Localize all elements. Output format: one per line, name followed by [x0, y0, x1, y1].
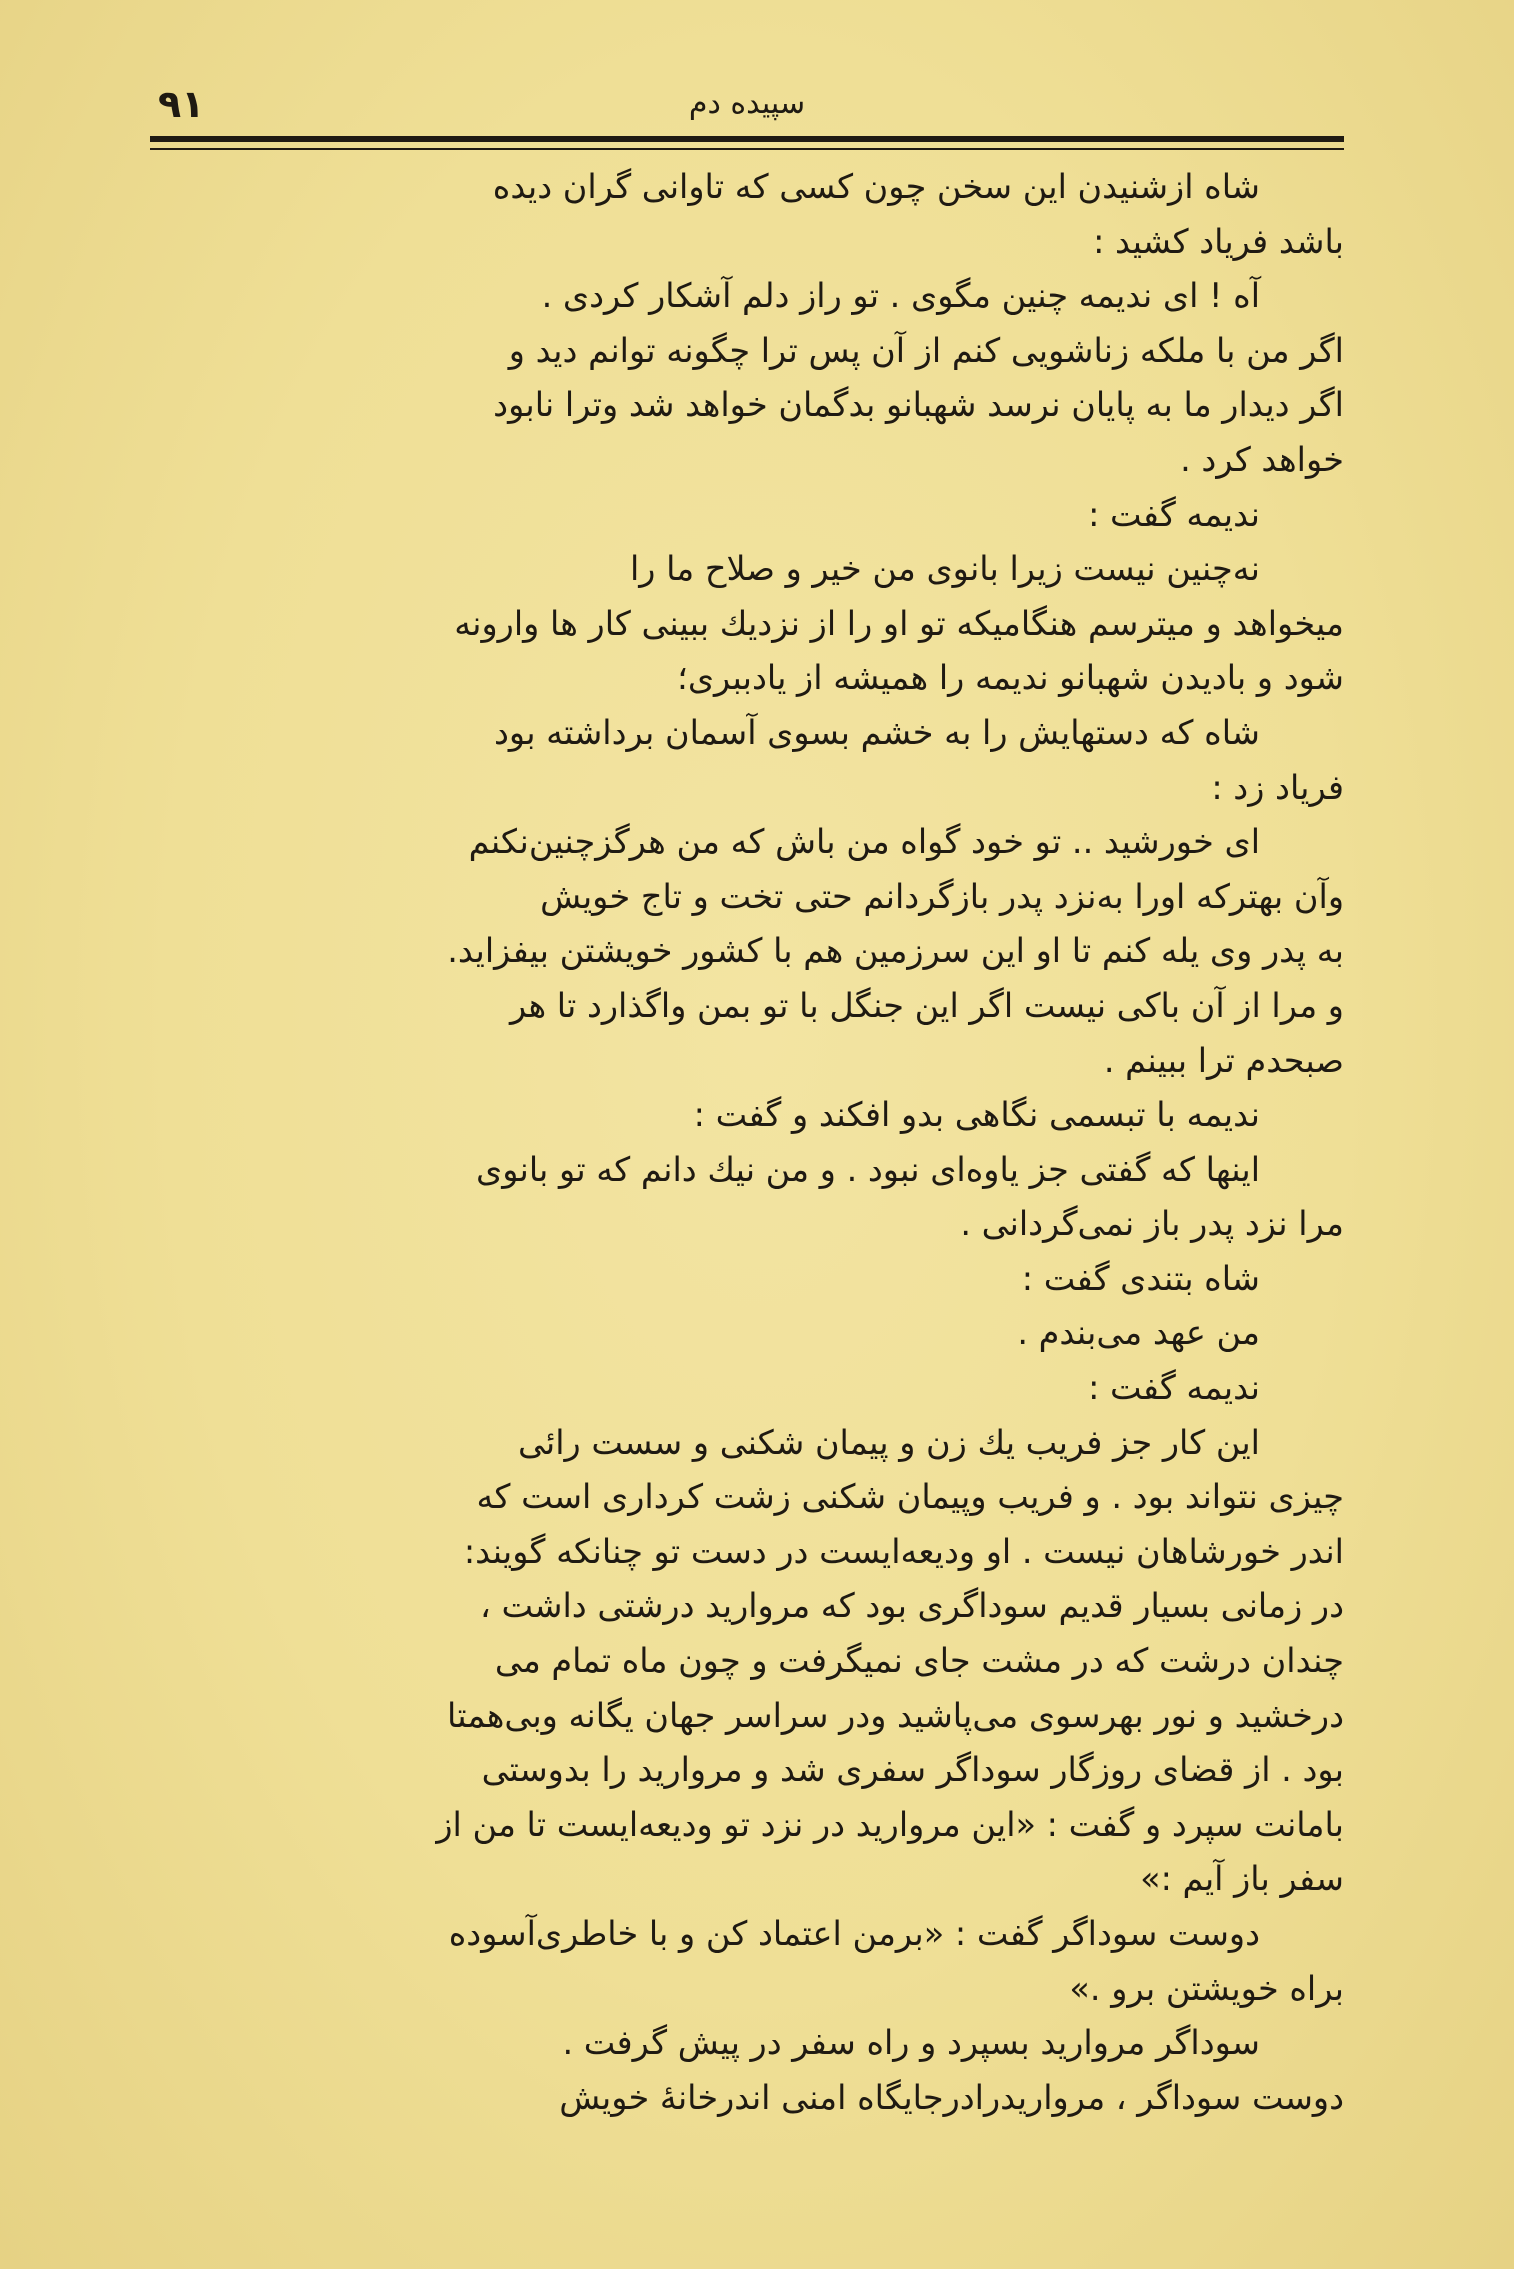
text-line: ای خورشید .. تو خود گواه من باش که من هرگزچنین‌نکنم — [468, 822, 1260, 862]
text-line: چیزی نتواند بود . و فریب وپیمان شکنی زشت کرداری است که — [476, 1477, 1344, 1517]
text-line: درخشید و نور بهرسوی می‌پاشید ودر سراسر جهان یگانه وبی‌همتا — [447, 1695, 1344, 1735]
header-rule-thin — [150, 148, 1344, 150]
body-text — [150, 160, 1344, 2125]
text-line: در زمانی بسیار قدیم سوداگری بود که مروارید درشتی داشت ، — [480, 1586, 1344, 1626]
text-line: و مرا از آن باکی نیست اگر این جنگل با تو بمن واگذارد تا هر — [509, 985, 1344, 1025]
text-line: فریاد زد : — [1211, 767, 1344, 807]
text-line: نه‌چنین نیست زیرا بانوی من خیر و صلاح ما را — [629, 549, 1260, 589]
text-line: من عهد می‌بندم . — [1017, 1313, 1260, 1353]
text-line: آه ! ای ندیمه چنین مگوی . تو راز دلم آشکار کردی . — [541, 276, 1260, 316]
text-line: اگر من با ملکه زناشویی کنم از آن پس ترا چگونه توانم دید و — [508, 330, 1344, 370]
text-line: دوست سوداگر گفت : «برمن اعتماد کن و با خاطری‌آسوده — [448, 1914, 1260, 1953]
text-line: اندر خورشاهان نیست . او ودیعه‌ایست در دست تو چنانکه گویند: — [463, 1531, 1344, 1571]
text-line: بود . از قضای روزگار سوداگر سفری شد و مروارید را بدوستی — [481, 1750, 1344, 1790]
text-line: شاه ازشنیدن این سخن چون کسی که تاوانی گران دیده — [492, 167, 1260, 206]
text-line: صبحدم ترا ببینم . — [1103, 1040, 1344, 1080]
text-line: دوست سوداگر ، مرواریدرادرجایگاه امنی اندرخانهٔ خویش — [559, 2077, 1344, 2117]
text-line: سفر باز آیم :» — [1140, 1859, 1344, 1899]
page-header — [150, 82, 1344, 134]
text-line: سوداگر مروارید بسپرد و راه سفر در پیش گرفت . — [562, 2023, 1260, 2063]
text-line: شود و بادیدن شهبانو ندیمه را همیشه از یادببری؛ — [677, 658, 1344, 698]
page-number: ۹۱ — [158, 82, 205, 126]
text-line: خواهد کرد . — [1180, 439, 1344, 479]
running-title: سپیده دم — [688, 86, 806, 121]
text-line: این کار جز فریب یك زن و پیمان شکنی و سست رائی — [518, 1422, 1260, 1462]
text-line: ندیمه با تبسمی نگاهی بدو افکند و گفت : — [693, 1095, 1260, 1135]
text-line: به پدر وی یله کنم تا او این سرزمین هم با کشور خویشتن بیفزاید. — [447, 931, 1344, 971]
text-line: ندیمه گفت : — [1088, 494, 1260, 534]
text-line: شاه بتندی گفت : — [1021, 1258, 1260, 1298]
text-line: مرا نزد پدر باز نمی‌گردانی . — [960, 1204, 1344, 1244]
text-line: اگر دیدار ما به پایان نرسد شهبانو بدگمان خواهد شد وترا نابود — [493, 385, 1344, 425]
text-line: اینها که گفتی جز یاوه‌ای نبود . و من نیك دانم که تو بانوی — [476, 1149, 1260, 1189]
text-line: ندیمه گفت : — [1088, 1368, 1260, 1408]
text-line: چندان درشت که در مشت جای نمیگرفت و چون ماه تمام می — [494, 1641, 1344, 1681]
text-line: باشد فریاد کشید : — [1093, 221, 1344, 261]
header-rule-thick — [150, 136, 1344, 142]
text-line: میخواهد و میترسم هنگامیکه تو او را از نزدیك ببینی کار ها وارونه — [454, 603, 1344, 643]
text-line: بامانت سپرد و گفت : «این مروارید در نزد تو ودیعه‌ایست تا من از — [436, 1804, 1344, 1844]
text-line: براه خویشتن برو .» — [1069, 1968, 1344, 2008]
text-line: وآن بهترکه اورا به‌نزد پدر بازگردانم حتی تخت و تاج خویش — [540, 876, 1344, 916]
text-line: شاه که دستهایش را به خشم بسوی آسمان برداشته بود — [493, 712, 1260, 752]
